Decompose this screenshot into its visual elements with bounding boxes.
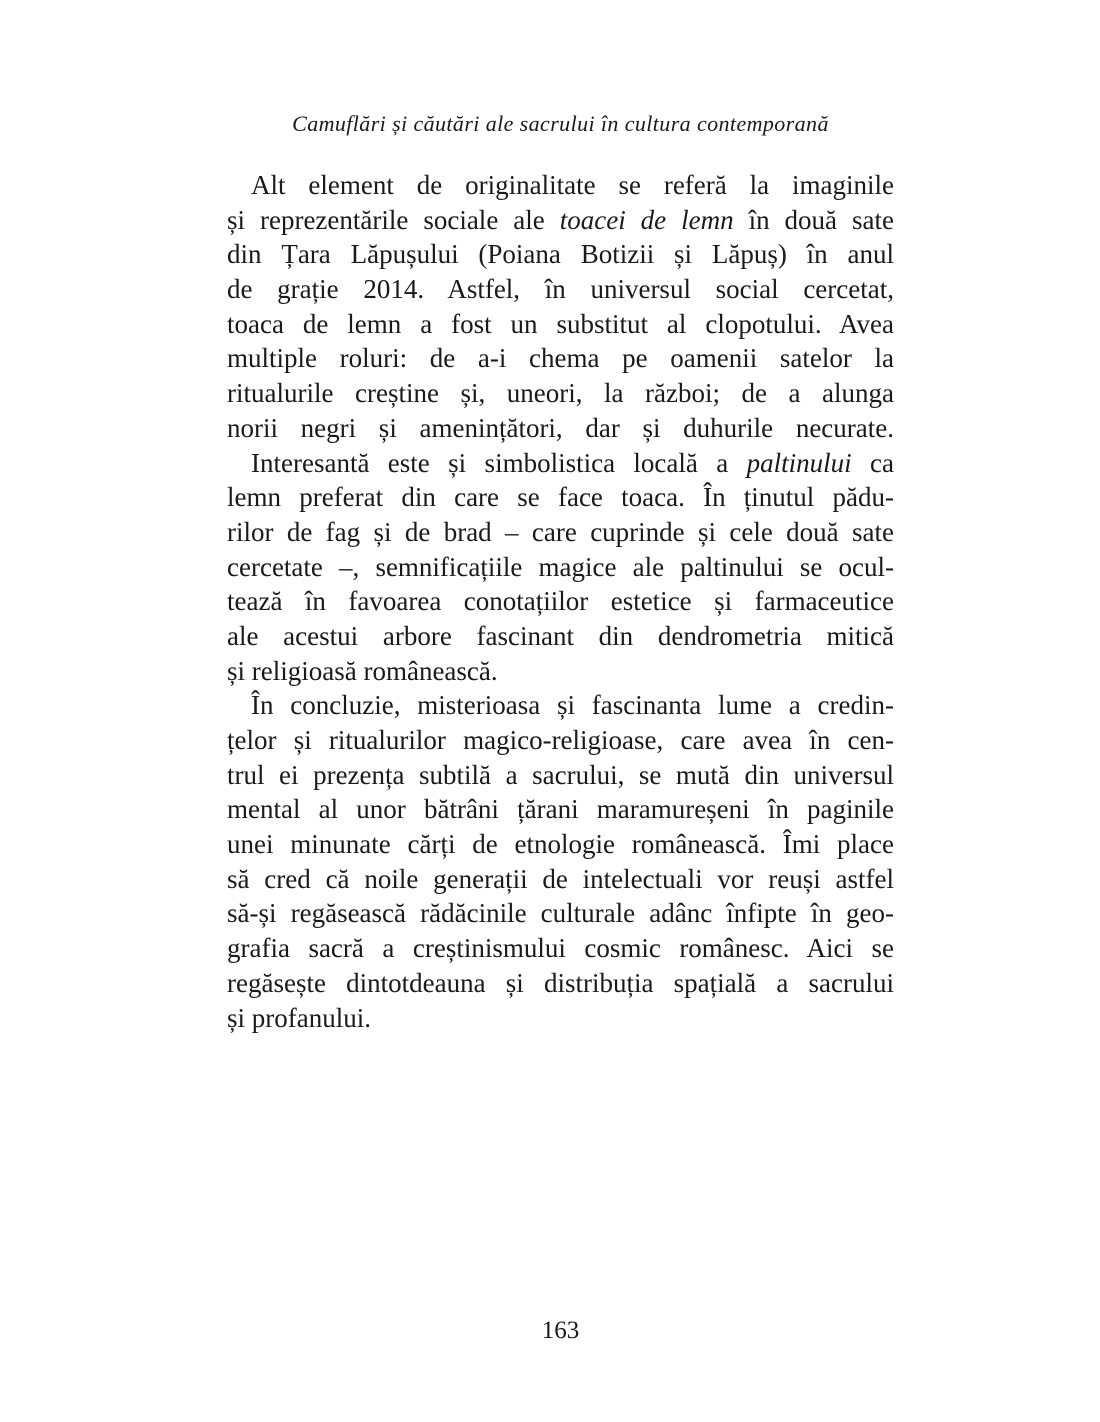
text-segment: ale acestui arbore fascinant din dendrometria mitică [227, 620, 894, 651]
text-line [227, 272, 894, 307]
text-line [227, 307, 894, 342]
text-segment: toaca de lemn a fost un substitut al clopotului. Avea [227, 308, 894, 339]
text-segment: și reprezentările sociale ale [227, 204, 560, 235]
text-line [227, 654, 894, 689]
text-segment: și religioasă românească. [227, 655, 498, 686]
text-segment: să-și regăsească rădăcinile culturale adânc înfipte în geo- [227, 898, 894, 929]
text-line [227, 931, 894, 966]
text-segment: ritualurile creștine și, uneori, la război; de a alunga [227, 378, 894, 409]
text-line [227, 480, 894, 515]
text-segment: din Țara Lăpușului (Poiana Botizii și Lăpuș) în anul [227, 239, 894, 270]
text-line [227, 688, 894, 723]
text-segment: de grație 2014. Astfel, în universul social cercetat, [227, 274, 894, 305]
text-line [227, 341, 894, 376]
text-segment: Interesantă este și simbolistica locală a [251, 447, 747, 478]
text-segment: cercetate –, semnificațiile magice ale paltinului se ocul- [227, 551, 894, 582]
text-line [227, 203, 894, 238]
text-segment: țelor și ritualurilor magico-religioase, care avea în cen- [227, 725, 894, 755]
page-number: 163 [541, 1317, 580, 1344]
text-line [227, 1001, 894, 1036]
text-segment: multiple roluri: de a-i chema pe oamenii satelor la [227, 343, 894, 374]
text-line [227, 619, 894, 654]
text-line [227, 237, 894, 272]
text-segment: să cred că noile generații de intelectuali vor reuși astfel [227, 863, 894, 894]
text-line [227, 792, 894, 827]
text-line [227, 723, 894, 758]
text-segment: ca [851, 447, 894, 478]
text-line [227, 411, 894, 446]
text-line [227, 896, 894, 931]
text-segment: grafia sacră a creștinismului cosmic românesc. Aici se [227, 933, 894, 964]
italic-text-segment: paltinului [746, 447, 852, 478]
text-segment: În concluzie, misterioasa și fascinanta lume a credin- [251, 690, 894, 721]
text-segment: și profanului. [227, 1002, 371, 1033]
text-segment: Alt element de originalitate se referă la imaginile [251, 170, 894, 200]
text-segment: norii negri și amenințători, dar și duhurile necurate. [227, 412, 894, 443]
text-segment: în două sate [733, 204, 894, 235]
text-line [227, 515, 894, 550]
text-line [227, 376, 894, 411]
running-header: Camuflări și căutări ale sacrului în cultura contemporană [292, 111, 829, 136]
paragraph [227, 168, 894, 446]
text-segment: tează în favoarea conotațiilor estetice și farmaceutice [227, 586, 894, 617]
text-segment: rilor de fag și de brad – care cuprinde și cele două sate [227, 516, 894, 547]
text-segment: trul ei prezența subtilă a sacrului, se mută din universul [227, 759, 894, 790]
text-segment: lemn preferat din care se face toaca. În ținutul pădu- [227, 482, 894, 513]
text-line [227, 966, 894, 1001]
text-segment: regăsește dintotdeauna și distribuția spațială a sacrului [227, 967, 894, 998]
text-line [227, 862, 894, 897]
text-line [227, 168, 894, 203]
paragraph [227, 446, 894, 689]
text-line [227, 827, 894, 862]
text-segment: mental al unor bătrâni țărani maramureșeni în paginile [227, 794, 894, 825]
text-line [227, 550, 894, 585]
text-segment: unei minunate cărți de etnologie românească. Îmi place [227, 829, 894, 860]
text-line [227, 446, 894, 481]
body-text [227, 168, 894, 1035]
text-line [227, 584, 894, 619]
italic-text-segment: toacei de lemn [559, 204, 734, 235]
paragraph [227, 688, 894, 1035]
text-line [227, 758, 894, 793]
